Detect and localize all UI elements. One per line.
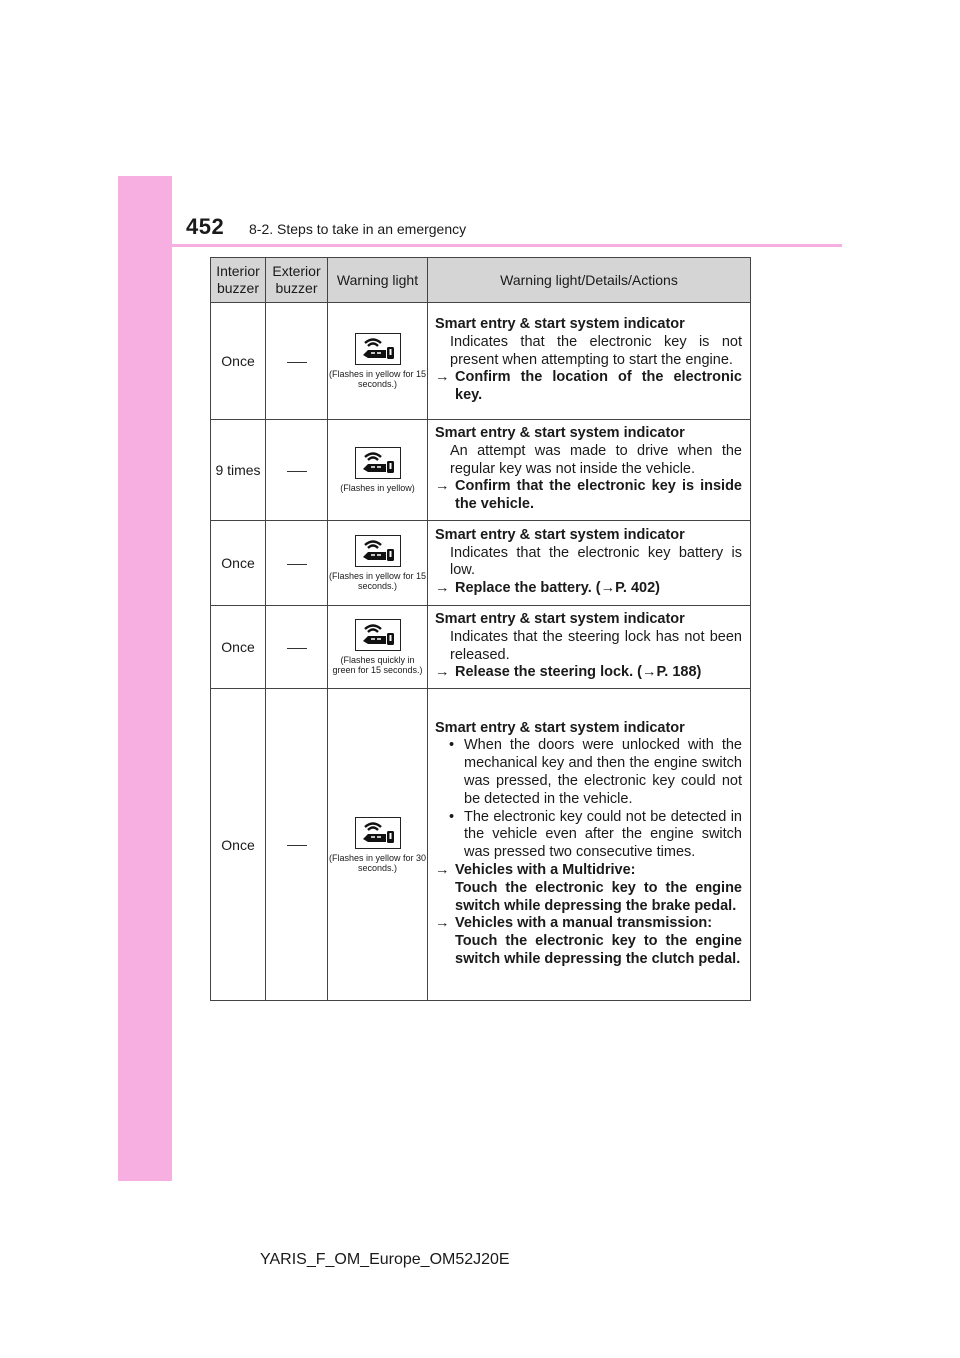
details-cell [428, 689, 751, 1001]
bullet-dot: • [449, 737, 455, 754]
interior-buzzer-cell: Once [211, 689, 266, 1001]
dash-mark [287, 845, 307, 846]
detail-text: Indicates that the electronic key is not present when attempting to start the engine. [450, 333, 742, 368]
action-text: → Confirm that the electronic key is inside the vehicle. [435, 478, 742, 513]
col-header-warning-light: Warning light [328, 258, 428, 303]
smart-key-indicator-icon [355, 535, 401, 567]
col-header-details-actions: Warning light/Details/Actions [428, 258, 751, 303]
col-header-interior-buzzer: Interior buzzer [211, 258, 266, 303]
smart-key-indicator-icon [355, 817, 401, 849]
flash-note: (Flashes in yellow for 15 seconds.) [328, 369, 427, 389]
indicator-name: Smart entry & start system indicator [435, 316, 685, 332]
action-condition: Vehicles with a Multidrive: [455, 861, 636, 878]
indicator-name: Smart entry & start system indicator [435, 425, 685, 441]
arrow-icon: → [435, 369, 450, 386]
arrow-icon: → [435, 664, 450, 681]
exterior-buzzer-cell [266, 689, 328, 1001]
table-row [211, 689, 751, 1001]
exterior-buzzer-cell [266, 520, 328, 605]
smart-key-indicator-icon [355, 447, 401, 479]
warning-light-cell [328, 605, 428, 688]
arrow-icon: → [435, 861, 450, 878]
details-cell [428, 520, 751, 605]
action-text: → Release the steering lock. (→P. 188) [435, 664, 702, 681]
detail-text: An attempt was made to drive when the regular key was not inside the vehicle. [450, 442, 742, 477]
warning-light-cell [328, 520, 428, 605]
dash-mark [287, 564, 307, 565]
flash-note: (Flashes quickly in green for 15 seconds.) [332, 655, 423, 676]
detail-text: Indicates that the electronic key battery is low. [450, 544, 742, 579]
warning-light-cell [328, 689, 428, 1001]
details-cell [428, 303, 751, 420]
bullet-item: • When the doors were unlocked with the mechanical key and then the engine switch was pressed, the electronic key could not be detected in the vehicle. [449, 737, 742, 807]
section-title: 8-2. Steps to take in an emergency [249, 221, 467, 237]
indicator-name: Smart entry & start system indicator [435, 719, 685, 736]
col-header-exterior-buzzer: Exterior buzzer [266, 258, 328, 303]
interior-buzzer-cell: Once [211, 520, 266, 605]
table-row [211, 605, 751, 688]
page-ref-arrow: → [641, 664, 657, 681]
detail-text: Indicates that the steering lock has not been released. [450, 628, 742, 663]
arrow-icon: → [435, 478, 450, 495]
flash-note: (Flashes in yellow for 15 seconds.) [328, 570, 427, 591]
smart-key-indicator-icon [355, 619, 401, 651]
details-cell [428, 420, 751, 521]
arrow-icon: → [435, 580, 450, 597]
action-text: → Vehicles with a manual transmission: Touch the electronic key to the engine switch while depressing the clutch pedal. [435, 915, 742, 967]
bullet-dot: • [449, 808, 455, 825]
table-row [211, 520, 751, 605]
details-cell [428, 605, 751, 688]
exterior-buzzer-cell [266, 303, 328, 420]
action-text: → Confirm the location of the electronic key. [435, 369, 742, 404]
indicator-name: Smart entry & start system indicator [435, 610, 685, 627]
interior-buzzer-cell: Once [211, 303, 266, 420]
interior-buzzer-cell: Once [211, 605, 266, 688]
dash-mark [287, 471, 307, 472]
table-row [211, 303, 751, 420]
table-header-row [211, 258, 751, 303]
warning-light-table [210, 257, 751, 1001]
smart-key-indicator-icon [355, 333, 401, 365]
page-number: 452 [186, 214, 225, 239]
warning-light-cell [328, 420, 428, 521]
manual-code: YARIS_F_OM_Europe_OM52J20E [260, 1251, 510, 1268]
bullet-item: • The electronic key could not be detected in the vehicle even after the engine switch was pressed two consecutive times. [449, 808, 742, 861]
table-row [211, 420, 751, 521]
flash-note: (Flashes in yellow for 30 seconds.) [328, 852, 427, 873]
header-rule [172, 244, 842, 247]
dash-mark [287, 362, 307, 363]
page-ref-arrow: → [600, 580, 616, 597]
action-text: → Vehicles with a Multidrive: Touch the electronic key to the engine switch while depressing the brake pedal. [435, 861, 742, 914]
action-text: → Replace the battery. (→P. 402) [435, 580, 660, 597]
flash-note: (Flashes in yellow) [340, 482, 415, 493]
exterior-buzzer-cell [266, 420, 328, 521]
indicator-name: Smart entry & start system indicator [435, 526, 685, 543]
chapter-side-tab [118, 176, 172, 1181]
arrow-icon: → [435, 915, 450, 932]
warning-light-cell [328, 303, 428, 420]
interior-buzzer-cell: 9 times [211, 420, 266, 521]
exterior-buzzer-cell [266, 605, 328, 688]
dash-mark [287, 648, 307, 649]
action-condition: Vehicles with a manual transmission: [455, 915, 713, 932]
